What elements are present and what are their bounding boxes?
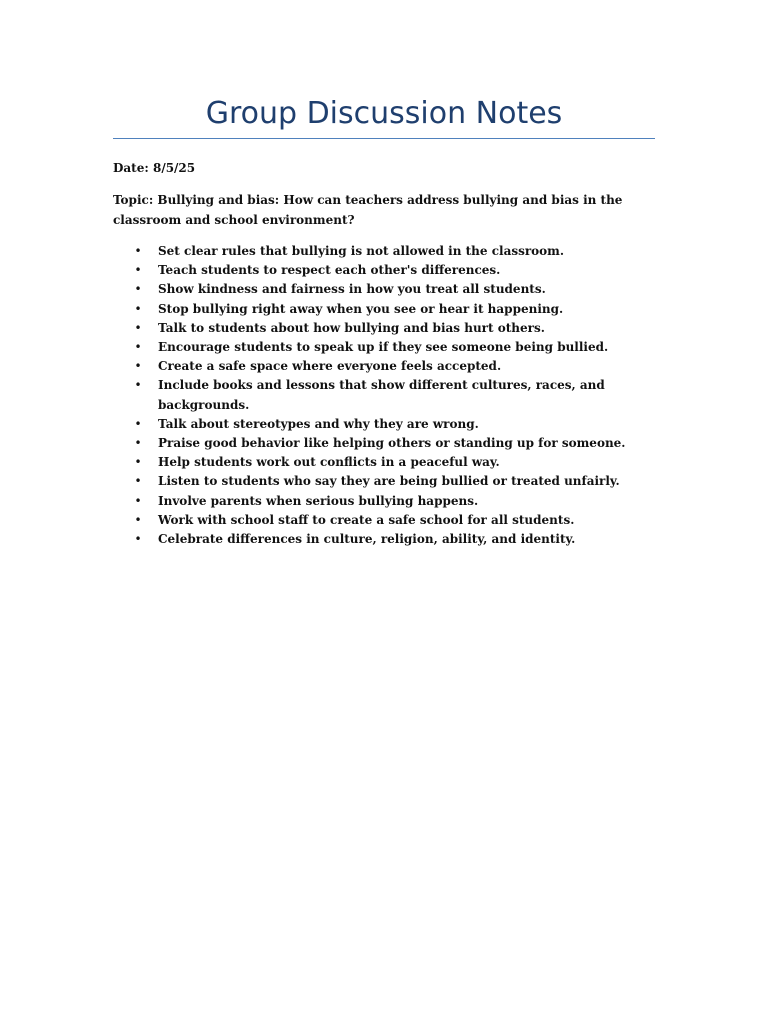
list-item	[113, 338, 653, 357]
list-item-text: Celebrate differences in culture, religion, ability, and identity.	[158, 532, 576, 547]
list-item-text: Stop bullying right away when you see or hear it happening.	[158, 301, 564, 316]
topic-paragraph: Topic: Bullying and bias: How can teachers address bullying and bias in the classroom and school environment?	[113, 193, 623, 227]
list-item	[113, 434, 653, 453]
title-divider	[113, 138, 655, 139]
bullet-icon: •	[134, 301, 142, 316]
list-item	[113, 376, 653, 414]
bullet-icon: •	[134, 359, 142, 374]
date-line: Date: 8/5/25	[113, 161, 196, 175]
list-item-text: Create a safe space where everyone feels accepted.	[158, 359, 502, 374]
list-item-text: Talk about stereotypes and why they are wrong.	[158, 416, 479, 431]
bullet-icon: •	[134, 532, 142, 547]
list-item-text: Include books and lessons that show different cultures, races, and backgrounds.	[158, 378, 605, 412]
list-item	[113, 472, 653, 491]
list-item	[113, 242, 653, 261]
bullet-icon: •	[134, 474, 142, 489]
list-item-text: Talk to students about how bullying and bias hurt others.	[158, 320, 545, 335]
list-item	[113, 280, 653, 299]
bullet-icon: •	[134, 244, 142, 258]
list-item-text: Listen to students who say they are being bullied or treated unfairly.	[158, 474, 620, 489]
bullet-icon: •	[134, 320, 142, 335]
document-title: Group Discussion Notes	[205, 96, 563, 131]
discussion-bullet-list	[113, 242, 653, 549]
list-item	[113, 261, 653, 280]
list-item	[113, 453, 653, 472]
bullet-icon: •	[134, 493, 142, 508]
list-item	[113, 300, 653, 319]
list-item-text: Praise good behavior like helping others or standing up for someone.	[158, 436, 626, 451]
list-item-text: Show kindness and fairness in how you treat all students.	[158, 282, 546, 297]
bullet-icon: •	[134, 263, 142, 278]
list-item-text: Help students work out conflicts in a peaceful way.	[158, 455, 500, 470]
list-item-text: Involve parents when serious bullying happens.	[158, 493, 479, 508]
bullet-icon: •	[134, 282, 142, 297]
list-item	[113, 319, 653, 338]
list-item-text: Encourage students to speak up if they see someone being bullied.	[158, 340, 609, 355]
bullet-icon: •	[134, 512, 142, 527]
bullet-icon: •	[134, 436, 142, 451]
list-item-text: Teach students to respect each other's differences.	[158, 263, 501, 278]
list-item-text: Work with school staff to create a safe school for all students.	[158, 512, 575, 527]
list-item	[113, 415, 653, 434]
bullet-icon: •	[134, 378, 142, 393]
bullet-icon: •	[134, 340, 142, 355]
bullet-icon: •	[134, 416, 142, 431]
list-item	[113, 357, 653, 376]
list-item	[113, 511, 653, 530]
list-item	[113, 530, 653, 549]
bullet-icon: •	[134, 455, 142, 470]
list-item-text: Set clear rules that bullying is not allowed in the classroom.	[158, 244, 565, 258]
list-item	[113, 492, 653, 511]
